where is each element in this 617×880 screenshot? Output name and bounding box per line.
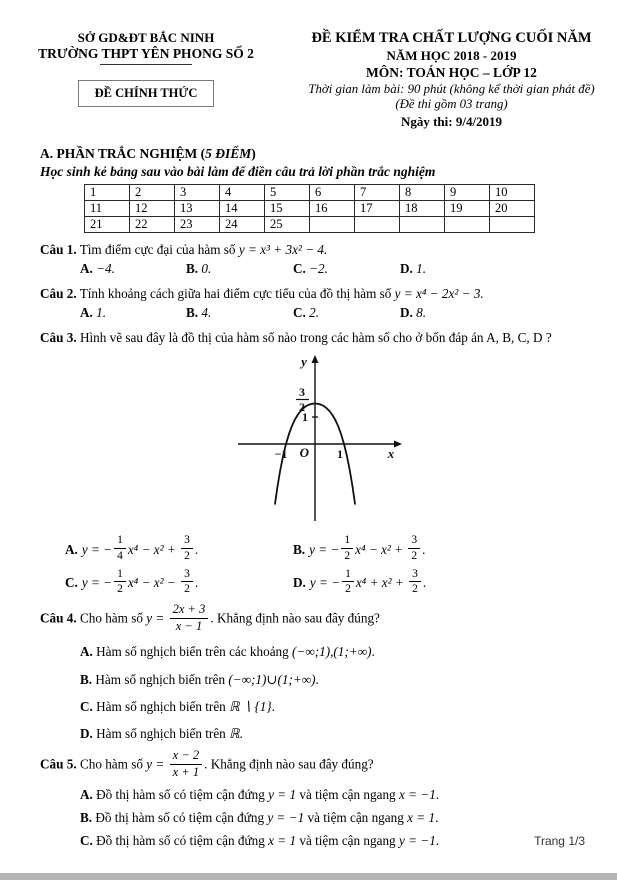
answer-cell: 13 bbox=[175, 201, 220, 217]
formula-pre: y = − bbox=[81, 541, 113, 557]
fraction bbox=[409, 568, 421, 596]
numerator: 2x + 3 bbox=[172, 601, 206, 616]
option bbox=[80, 670, 589, 689]
option bbox=[80, 305, 186, 321]
fraction bbox=[114, 568, 126, 596]
formula-mid: x⁴ − x² − bbox=[127, 574, 180, 590]
viewer-edge bbox=[0, 873, 617, 880]
fraction bbox=[114, 534, 126, 562]
option bbox=[65, 569, 293, 597]
answer-cell: 23 bbox=[175, 217, 220, 233]
fraction bbox=[181, 568, 193, 596]
function-graph bbox=[220, 351, 410, 523]
questions bbox=[40, 240, 589, 850]
option-value: 0. bbox=[198, 260, 212, 276]
fraction bbox=[342, 568, 354, 596]
question-3 bbox=[40, 328, 589, 597]
question-5 bbox=[40, 750, 589, 850]
question-formula: y = x⁴ − 2x² − 3. bbox=[394, 285, 484, 301]
option-label: C. bbox=[293, 260, 306, 276]
option-value: 4. bbox=[198, 304, 212, 320]
formula-pre: y = − bbox=[81, 574, 113, 590]
formula-end: . bbox=[194, 574, 199, 590]
question-4 bbox=[40, 601, 589, 743]
answer-cell: 20 bbox=[490, 201, 535, 217]
numerator: 3 bbox=[412, 567, 418, 580]
option-label: A. bbox=[80, 304, 93, 320]
pages-note: (Đề thi gồm 03 trang) bbox=[395, 97, 508, 111]
formula-mid: x⁴ − x² + bbox=[355, 541, 407, 557]
denominator: 2 bbox=[114, 581, 126, 596]
header bbox=[0, 0, 617, 130]
option bbox=[293, 305, 400, 321]
question-text: Tìm điểm cực đại của hàm số bbox=[76, 242, 239, 257]
instruction-line: Học sinh kẻ bảng sau vào bài làm để điền câu trả lời phần trắc nghiệm bbox=[40, 164, 436, 179]
formula-end: . bbox=[422, 574, 427, 590]
official-exam-box: ĐỀ CHÍNH THỨC bbox=[78, 80, 215, 107]
question-label: Câu 3. bbox=[40, 329, 77, 345]
peak-fraction-numerator: 3 bbox=[298, 385, 305, 400]
option-label: D. bbox=[293, 574, 306, 590]
option-math: y = −1 bbox=[398, 832, 436, 848]
fraction bbox=[408, 534, 420, 562]
question-2 bbox=[40, 284, 589, 321]
option-math: x = 1 bbox=[407, 809, 436, 825]
option bbox=[80, 785, 589, 804]
answer-cell: 4 bbox=[220, 185, 265, 201]
subject-line: MÔN: TOÁN HỌC – LỚP 12 bbox=[366, 65, 537, 80]
option-label: B. bbox=[186, 304, 199, 320]
school-year: NĂM HỌC 2018 - 2019 bbox=[386, 48, 517, 63]
question-5-options bbox=[40, 785, 589, 850]
question-1-statement bbox=[40, 240, 589, 260]
question-label: Câu 4. bbox=[40, 610, 77, 626]
answer-cell bbox=[445, 217, 490, 233]
equation-lhs: y = bbox=[146, 610, 168, 626]
answer-cell: 24 bbox=[220, 217, 265, 233]
denominator: 2 bbox=[342, 581, 354, 596]
peak-fraction-denominator: 2 bbox=[298, 400, 305, 415]
option-label: B. bbox=[80, 671, 93, 687]
answer-cell: 16 bbox=[310, 201, 355, 217]
denominator: 4 bbox=[114, 548, 126, 563]
option-text: và tiệm cận ngang bbox=[296, 786, 399, 802]
numerator: 3 bbox=[184, 567, 190, 580]
fraction bbox=[170, 749, 202, 780]
answer-cell: 7 bbox=[355, 185, 400, 201]
option-text: Đồ thị hàm số có tiệm cận đứng bbox=[92, 832, 269, 848]
option-label: A. bbox=[80, 786, 93, 802]
answer-table-row bbox=[85, 217, 535, 233]
answer-cell bbox=[400, 217, 445, 233]
option-text: Hàm số nghịch biến trên bbox=[92, 725, 230, 741]
option-value: 1. bbox=[92, 304, 107, 320]
numerator: x − 2 bbox=[172, 748, 200, 763]
exam-title: ĐỀ KIỂM TRA CHẤT LƯỢNG CUỐI NĂM bbox=[311, 30, 592, 46]
answer-table-row bbox=[85, 185, 535, 201]
question-3-statement bbox=[40, 328, 589, 348]
section-points: 5 ĐIỂM bbox=[205, 146, 252, 161]
answer-grid-table bbox=[84, 184, 535, 233]
denominator: 2 bbox=[181, 581, 193, 596]
option-label: C. bbox=[80, 698, 93, 714]
option-value: 2. bbox=[305, 304, 320, 320]
denominator: 2 bbox=[181, 548, 193, 563]
option bbox=[80, 831, 589, 850]
denominator: x + 1 bbox=[170, 764, 202, 780]
answer-cell: 12 bbox=[130, 201, 175, 217]
question-1 bbox=[40, 240, 589, 277]
origin-label: O bbox=[299, 445, 309, 461]
option bbox=[293, 261, 400, 277]
question-text: Tính khoảng cách giữa hai điểm cực tiểu của đồ thị hàm số bbox=[76, 285, 395, 301]
question-label: Câu 2. bbox=[40, 285, 77, 301]
option bbox=[80, 724, 589, 743]
fraction bbox=[181, 534, 193, 562]
numerator: 3 bbox=[184, 534, 190, 547]
x-axis-arrow bbox=[394, 441, 402, 448]
formula-mid: x⁴ + x² + bbox=[355, 574, 408, 590]
fraction bbox=[341, 534, 353, 562]
answer-cell: 9 bbox=[445, 185, 490, 201]
denominator: 2 bbox=[408, 548, 420, 563]
exam-date: Ngày thi: 9/4/2019 bbox=[400, 114, 503, 129]
option-label: D. bbox=[400, 260, 413, 276]
option bbox=[65, 535, 293, 563]
y-axis-arrow bbox=[311, 355, 318, 363]
answer-cell: 11 bbox=[85, 201, 130, 217]
option-label: A. bbox=[65, 541, 78, 557]
answer-cell: 3 bbox=[175, 185, 220, 201]
option-end: . bbox=[435, 809, 439, 825]
option-text: Hàm số nghịch biến trên các khoảng bbox=[92, 644, 293, 660]
option-end: . bbox=[435, 832, 440, 848]
option-math: y = 1 bbox=[268, 786, 297, 802]
option bbox=[186, 305, 293, 321]
equation-lhs: y = bbox=[146, 756, 168, 772]
option-end: . bbox=[315, 671, 319, 687]
formula-pre: y = − bbox=[309, 541, 340, 557]
option-end: . bbox=[239, 725, 243, 741]
page-number: Trang 1/3 bbox=[534, 834, 585, 848]
question-label: Câu 5. bbox=[40, 756, 77, 772]
formula-end: . bbox=[194, 541, 199, 557]
answer-cell: 18 bbox=[400, 201, 445, 217]
answer-cell: 10 bbox=[490, 185, 535, 201]
option-value: −2. bbox=[305, 260, 328, 276]
option-text: Đồ thị hàm số có tiệm cận đứng bbox=[92, 809, 268, 825]
option-math: (−∞;1)∪(1;+∞) bbox=[228, 671, 316, 687]
option-text: Hàm số nghịch biến trên bbox=[92, 698, 230, 714]
answer-cell: 1 bbox=[85, 185, 130, 201]
figure-container bbox=[40, 351, 589, 527]
option-label: C. bbox=[80, 832, 93, 848]
numerator: 1 bbox=[345, 567, 351, 580]
question-2-statement bbox=[40, 284, 589, 304]
answer-cell: 21 bbox=[85, 217, 130, 233]
answer-cell: 19 bbox=[445, 201, 490, 217]
fraction bbox=[170, 603, 209, 634]
option bbox=[80, 261, 186, 277]
option-label: A. bbox=[80, 644, 93, 660]
question-4-options bbox=[40, 642, 589, 743]
option-math: x = 1 bbox=[268, 832, 297, 848]
question-label: Câu 1. bbox=[40, 242, 77, 257]
formula-end: . bbox=[422, 541, 426, 557]
section-heading-main: A. PHẦN TRẮC NGHIỆM ( bbox=[40, 146, 206, 161]
y-axis-label: y bbox=[300, 354, 307, 370]
option-math: ℝ ∖ {1} bbox=[229, 698, 272, 714]
answer-cell: 25 bbox=[265, 217, 310, 233]
option bbox=[80, 697, 589, 716]
numerator: 1 bbox=[117, 534, 123, 547]
option-label: B. bbox=[80, 809, 93, 825]
question-text-after: . Khẳng định nào sau đây đúng? bbox=[204, 756, 374, 772]
numerator: 1 bbox=[117, 567, 123, 580]
answer-cell: 22 bbox=[130, 217, 175, 233]
option bbox=[400, 261, 589, 277]
option-label: B. bbox=[186, 260, 199, 276]
question-text-after: . Khẳng định nào sau đây đúng? bbox=[210, 610, 380, 626]
answer-cell: 6 bbox=[310, 185, 355, 201]
answer-cell: 5 bbox=[265, 185, 310, 201]
y-tick-1-label: 1 bbox=[301, 410, 308, 425]
question-5-statement bbox=[40, 750, 589, 781]
answer-cell: 17 bbox=[355, 201, 400, 217]
question-4-statement bbox=[40, 601, 589, 635]
option-math: (−∞;1),(1;+∞) bbox=[292, 644, 372, 660]
exam-title-block bbox=[292, 30, 617, 130]
option-end: . bbox=[371, 644, 375, 660]
denominator: x − 1 bbox=[170, 618, 209, 634]
duration-line: Thời gian làm bài: 90 phút (không kể thời gian phát đề) bbox=[308, 82, 595, 96]
x-axis-label: x bbox=[387, 446, 394, 462]
option bbox=[293, 569, 589, 597]
option-end: . bbox=[271, 698, 275, 714]
answer-cell bbox=[310, 217, 355, 233]
option-label: B. bbox=[293, 541, 306, 557]
answer-cell: 15 bbox=[265, 201, 310, 217]
option-text: và tiệm cận ngang bbox=[304, 809, 408, 825]
question-formula: y = x³ + 3x² − 4. bbox=[238, 242, 328, 257]
school-name: TRƯỜNG THPT YÊN PHONG SỐ 2 bbox=[38, 46, 254, 61]
answer-cell bbox=[355, 217, 400, 233]
x-tick-neg1: −1 bbox=[274, 447, 287, 462]
option-text: và tiệm cận ngang bbox=[296, 832, 399, 848]
question-1-options bbox=[80, 261, 589, 277]
answer-cell: 8 bbox=[400, 185, 445, 201]
option-text: Đồ thị hàm số có tiệm cận đứng bbox=[92, 786, 269, 802]
option-label: C. bbox=[293, 304, 306, 320]
answer-cell: 2 bbox=[130, 185, 175, 201]
question-3-options bbox=[65, 535, 589, 597]
option-label: D. bbox=[400, 304, 413, 320]
question-text: Cho hàm số bbox=[76, 756, 147, 772]
option-text: Hàm số nghịch biến trên bbox=[92, 671, 229, 687]
formula-pre: y = − bbox=[309, 574, 341, 590]
option bbox=[293, 535, 589, 563]
section-heading bbox=[40, 146, 617, 162]
x-tick-1: 1 bbox=[336, 447, 343, 462]
answer-cell bbox=[490, 217, 535, 233]
option-value: 8. bbox=[412, 304, 427, 320]
option bbox=[400, 305, 589, 321]
denominator: 2 bbox=[341, 548, 353, 563]
section-heading-close: ) bbox=[251, 146, 256, 161]
question-text: Cho hàm số bbox=[76, 610, 147, 626]
option-math: y = −1 bbox=[267, 809, 305, 825]
option bbox=[80, 808, 589, 827]
school-block bbox=[0, 30, 292, 130]
option-value: −4. bbox=[92, 260, 115, 276]
answer-table-row bbox=[85, 201, 535, 217]
answer-cell: 14 bbox=[220, 201, 265, 217]
question-2-options bbox=[80, 305, 589, 321]
option-label: A. bbox=[80, 260, 93, 276]
numerator: 3 bbox=[411, 534, 418, 547]
question-text: Hình vẽ sau đây là đồ thị của hàm số nào trong các hàm số cho ở bốn đáp án A, B, C, D ? bbox=[76, 329, 552, 345]
option bbox=[186, 261, 293, 277]
option-math: x = −1 bbox=[398, 786, 436, 802]
option-label: C. bbox=[65, 574, 78, 590]
option-label: D. bbox=[80, 725, 93, 741]
numerator: 1 bbox=[344, 534, 351, 547]
formula-mid: x⁴ − x² + bbox=[127, 541, 180, 557]
option-end: . bbox=[435, 786, 440, 802]
department-name: SỞ GD&ĐT BẮC NINH bbox=[77, 30, 215, 45]
option-value: 1. bbox=[412, 260, 427, 276]
option bbox=[80, 642, 589, 661]
denominator: 2 bbox=[409, 581, 421, 596]
option-math: ℝ bbox=[229, 725, 240, 741]
